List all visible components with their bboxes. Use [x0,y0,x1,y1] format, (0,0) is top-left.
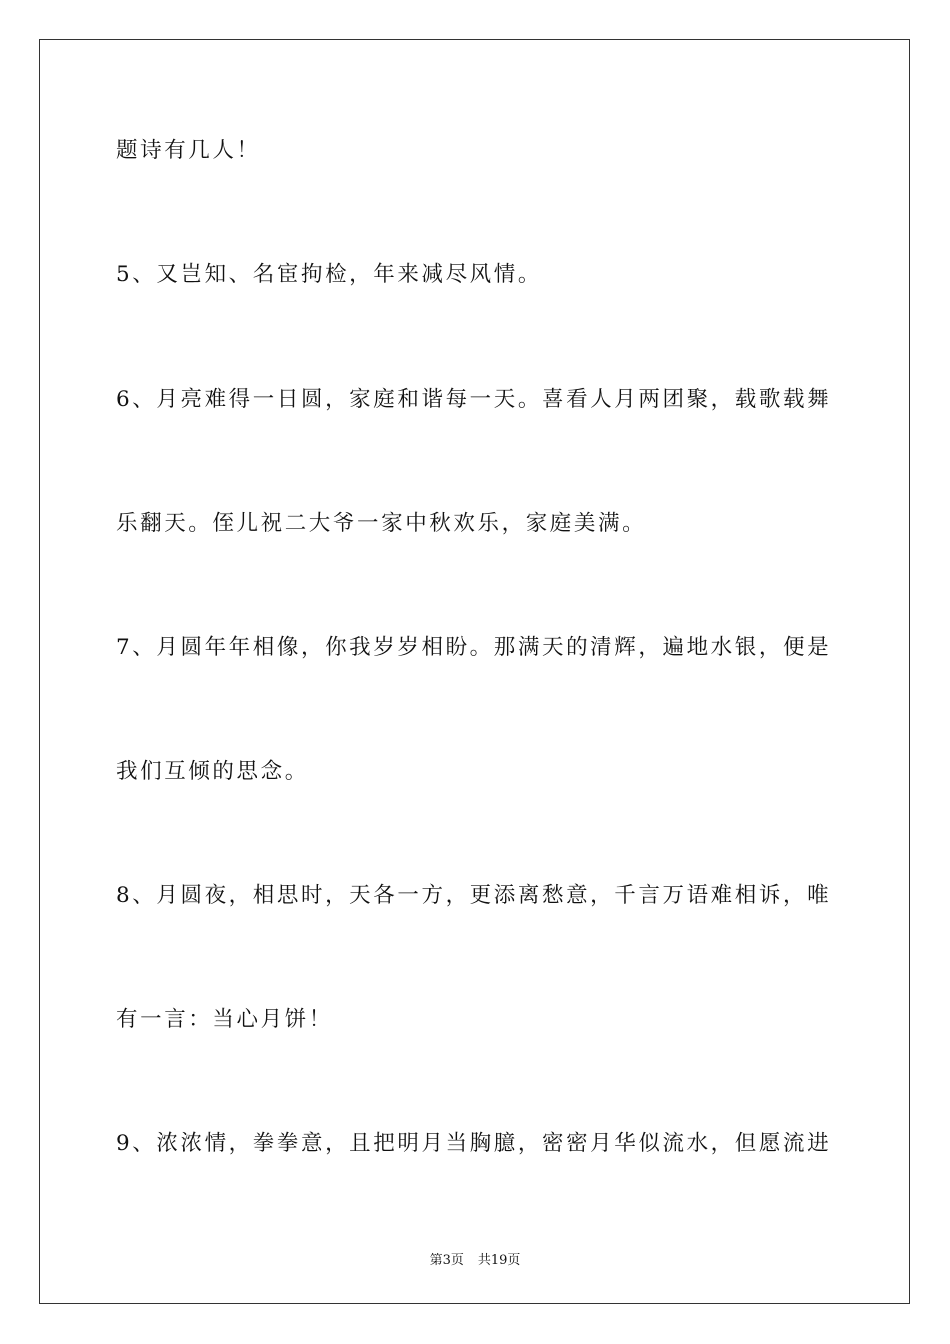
body-line-4: 乐翻天。侄儿祝二大爷一家中秋欢乐，家庭美满。 [116,511,647,536]
body-line-2: 5、又岂知、名宦拘检，年来减尽风情。 [116,262,542,287]
body-line-7: 8、月圆夜，相思时，天各一方，更添离愁意，千言万语难相诉，唯 [116,883,832,908]
body-line-6: 我们互倾的思念。 [116,759,309,784]
body-line-8: 有一言：当心月饼！ [116,1007,333,1032]
page-number: 第3页 [429,1253,464,1268]
page-footer [0,1249,950,1268]
body-line-5: 7、月圆年年相像，你我岁岁相盼。那满天的清辉，遍地水银，便是 [116,635,832,660]
page-total: 共19页 [477,1253,521,1268]
body-line-9: 9、浓浓情，拳拳意，且把明月当胸臆，密密月华似流水，但愿流进 [116,1131,832,1156]
body-line-3: 6、月亮难得一日圆，家庭和谐每一天。喜看人月两团聚，载歌载舞 [116,387,832,412]
body-line-1: 题诗有几人！ [116,138,261,163]
page-border [39,39,910,1304]
